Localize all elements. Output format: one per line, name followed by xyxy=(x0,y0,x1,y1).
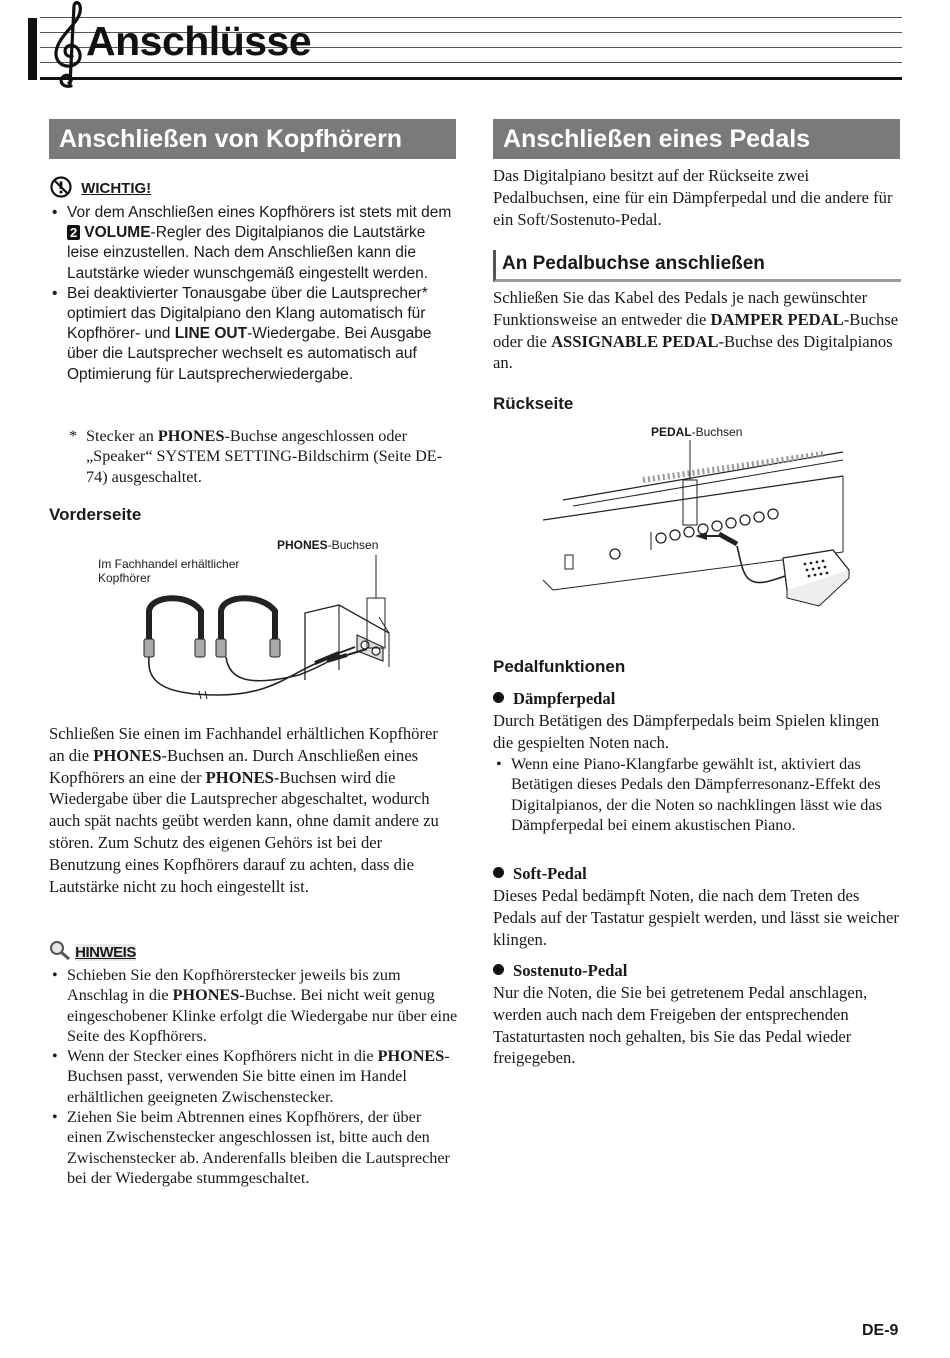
damper-bullet-item xyxy=(493,754,901,835)
important-item xyxy=(49,203,454,284)
hint-label-text: HINWEIS xyxy=(75,944,136,961)
damper-text: Durch Betätigen des Dämpferpedals beim Spielen klingen die gespielten Noten nach. xyxy=(493,711,880,752)
text: Soft-Pedal xyxy=(513,864,587,883)
phones-label: PHONES xyxy=(172,986,240,1005)
text: -Buchsen an. Durch Anschließen eines Kopfhörers an eine der xyxy=(49,745,419,787)
soft-text: Dieses Pedal bedämpft Noten, die nach dem Treten des Pedals auf der Tastatur gespielt werden, und lässt sie weicher klingen. xyxy=(493,886,899,949)
sostenuto-heading xyxy=(493,961,627,981)
section-title-headphones: Anschließen von Kopfhörern xyxy=(49,119,456,159)
magnifier-icon xyxy=(49,940,71,960)
damper-heading xyxy=(493,689,615,709)
text: Bei deaktivierter Tonausgabe über die Lautsprecher* optimiert das Digitalpiano den Klang automatisch für Kopfhörer- und xyxy=(67,284,428,343)
text: -Buchsen passt, verwenden Sie bitte einen im Handel erhältlichen geeigneten Zwischenstecker. xyxy=(67,1047,450,1106)
sostenuto-text: Nur die Noten, die Sie bei getretenem Pedal anschlagen, werden auch nach dem Freigeben der entsprechenden Tastaturtasten noch gehalten, bis Sie das Pedal wieder freigegeben. xyxy=(493,983,868,1068)
bullet-dot-icon xyxy=(493,964,504,975)
damper-pedal-label: DAMPER PEDAL xyxy=(710,309,844,329)
hint-item xyxy=(49,1046,459,1107)
text: Schließen Sie einen im Fachhandel erhältlichen Kopfhörer an die xyxy=(49,724,438,765)
bullet-dot-icon xyxy=(493,692,504,703)
phones-label: PHONES xyxy=(157,427,225,445)
pedal-label: PEDAL xyxy=(651,425,692,439)
text: Schieben Sie den Kopfhörerstecker jeweils bis zum Anschlag in die xyxy=(67,966,401,1005)
pedal-intro-text: Das Digitalpiano besitzt auf der Rückseite zwei Pedalbuchsen, eine für ein Dämpferpedal und die andere für ein Soft/Sostenuto-Pedal. xyxy=(493,166,893,229)
text: -Buchsen xyxy=(691,425,743,439)
text: Wenn der Stecker eines Kopfhörers nicht in die xyxy=(67,1047,378,1066)
text: Vor dem Anschließen eines Kopfhörers ist stets mit dem xyxy=(67,204,452,221)
section-title-pedal: Anschließen eines Pedals xyxy=(493,119,900,159)
text: Wenn eine Piano-Klangfarbe gewählt ist, aktiviert das Betätigen dieses Pedals den Dämpferresonanz-Effekt des Digitalpianos, der die Noten so nachklingen lässt wie das Dämpferpedal bei einem akustischen Piano. xyxy=(511,755,882,834)
footnote-mark: * xyxy=(69,427,78,445)
assignable-pedal-label: ASSIGNABLE PEDAL xyxy=(551,331,719,351)
phones-label: PHONES xyxy=(377,1047,445,1066)
line-out-label: LINE OUT xyxy=(174,325,248,343)
text: Dämpferpedal xyxy=(513,689,616,708)
text: -Buchse. Bei nicht weit genug eingeschobener Klinke erfolgt die Wiedergabe nur über eine Seite des Kopfhörers. xyxy=(67,986,458,1045)
text: Ziehen Sie beim Abtrennen eines Kopfhörers, der über einen Zwischenstecker angeschlossen ist, bitte auch den Zwischenstecker ab. Anderenfalls bleiben die Lautsprecher bei der Wiedergabe stummgeschaltet. xyxy=(67,1108,450,1187)
header-accent-bar xyxy=(28,18,37,80)
staff-line xyxy=(40,77,902,80)
text: -Regler des Digitalpianos die Lautstärke leise einzustellen. Nach dem Anschließen kann die Lautstärke wieder wunschgemäß eingestellt werden. xyxy=(67,224,428,282)
important-note-label xyxy=(49,176,151,198)
text: -Buchsen wird die Wiedergabe über die Lautsprecher abgeschaltet, wodurch auch spät nachts geübt werden kann, ohne damit andere zu stören. Zum Schutz des eigenen Gehörs ist bei der Benutzung eines Kopfhörers darauf zu achten, dass die Lautstärke nicht zu hoch eingestellt ist. xyxy=(49,767,439,896)
important-list xyxy=(49,203,454,385)
headphones-body-text xyxy=(49,723,457,897)
phones-jack-label xyxy=(277,538,378,552)
soft-heading xyxy=(493,864,587,884)
pedal-connect-text xyxy=(493,287,901,374)
phones-label: PHONES xyxy=(93,745,162,765)
text: Schließen Sie das Kabel des Pedals je nach gewünschter Funktionsweise an entweder die xyxy=(493,288,868,329)
text: -Buchse oder die xyxy=(493,309,899,351)
headphones-illustration xyxy=(89,555,409,715)
hint-item xyxy=(49,965,459,1046)
key-number-badge: 2 xyxy=(67,225,80,240)
hint-note-label xyxy=(49,940,136,961)
page-number: DE-9 xyxy=(862,1322,899,1339)
phones-label: PHONES xyxy=(277,538,328,552)
phones-label: PHONES xyxy=(205,767,274,787)
footnote xyxy=(49,426,459,487)
pedal-jack-label xyxy=(651,425,742,439)
warning-icon xyxy=(49,176,73,198)
rear-heading: Rückseite xyxy=(493,394,574,413)
text: -Wiedergabe. Bei Ausgabe über die Lautsprecher wechselt es automatisch auf Optimierung für Lautsprecherwiedergabe. xyxy=(67,325,432,383)
text: -Buchse angeschlossen oder „Speaker“ SYSTEM SETTING-Bildschirm (Seite DE-74) ausgeschaltet. xyxy=(86,427,443,486)
text: Stecker an xyxy=(86,427,158,445)
important-item xyxy=(49,284,454,385)
text: Sostenuto-Pedal xyxy=(513,961,628,980)
headphone-label: Im Fachhandel erhältlicher Kopfhörer xyxy=(98,557,240,585)
pedal-functions-heading: Pedalfunktionen xyxy=(493,657,626,676)
important-label-text: WICHTIG! xyxy=(81,180,152,197)
left-column xyxy=(49,0,458,1187)
text: -Buchse des Digitalpianos an. xyxy=(493,331,893,373)
hint-item xyxy=(49,1107,459,1188)
damper-bullet xyxy=(493,754,901,835)
pedal-illustration xyxy=(543,440,863,610)
page-title: Anschlüsse xyxy=(86,18,312,64)
text: -Buchsen xyxy=(327,538,379,552)
subsection-title: An Pedalbuchse anschließen xyxy=(493,250,901,282)
volume-label: VOLUME xyxy=(84,224,151,242)
bullet-dot-icon xyxy=(493,867,504,878)
front-heading: Vorderseite xyxy=(49,505,142,524)
hint-list xyxy=(49,965,459,1188)
